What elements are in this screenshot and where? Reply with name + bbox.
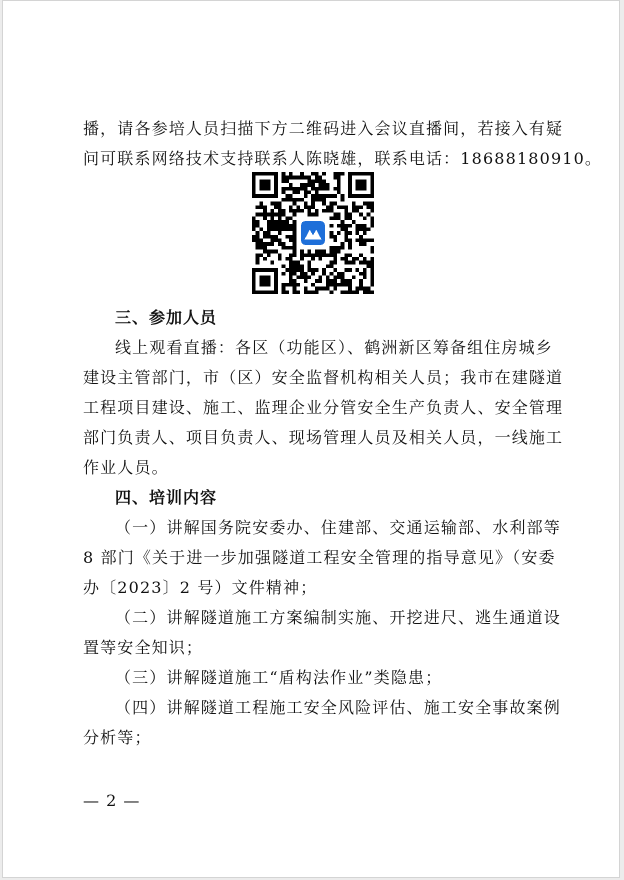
paragraph-line: 办〔2023〕2 号）文件精神； <box>83 578 318 597</box>
page-number: — 2 — <box>83 791 141 810</box>
paragraph-line: （四）讲解隧道工程施工安全风险评估、施工安全事故案例 <box>115 698 561 717</box>
paragraph-line: （三）讲解隧道施工“盾构法作业”类隐患； <box>115 668 443 687</box>
paragraph-line: （二）讲解隧道施工方案编制实施、开挖进尺、逃生通道设 <box>115 608 561 627</box>
paragraph-line: 置等安全知识； <box>83 638 204 657</box>
paragraph-line: 问可联系网络技术支持联系人陈晓雄，联系电话：18688180910。 <box>83 149 603 168</box>
paragraph-line: （一）讲解国务院安委办、住建部、交通运输部、水利部等 <box>115 518 561 537</box>
paragraph-line: 线上观看直播：各区（功能区）、鹤洲新区筹备组住房城乡 <box>115 338 553 357</box>
paragraph-line: 部门负责人、项目负责人、现场管理人员及相关人员，一线施工 <box>83 428 564 447</box>
paragraph-line: 作业人员。 <box>83 458 169 477</box>
meeting-app-logo-icon <box>298 218 328 248</box>
section-heading: 三、参加人员 <box>115 308 218 327</box>
paragraph-line: 分析等； <box>83 728 152 747</box>
section-heading: 四、培训内容 <box>115 488 218 507</box>
paragraph-line: 建设主管部门，市（区）安全监督机构相关人员；我市在建隧道 <box>83 368 564 387</box>
qr-code[interactable] <box>252 172 374 294</box>
document-page <box>2 0 620 878</box>
paragraph-line: 工程项目建设、施工、监理企业分管安全生产负责人、安全管理 <box>83 398 564 417</box>
paragraph-line: 8 部门《关于进一步加强隧道工程安全管理的指导意见》（安委 <box>83 548 556 567</box>
paragraph-line: 播，请各参培人员扫描下方二维码进入会议直播间，若接入有疑 <box>83 119 564 138</box>
